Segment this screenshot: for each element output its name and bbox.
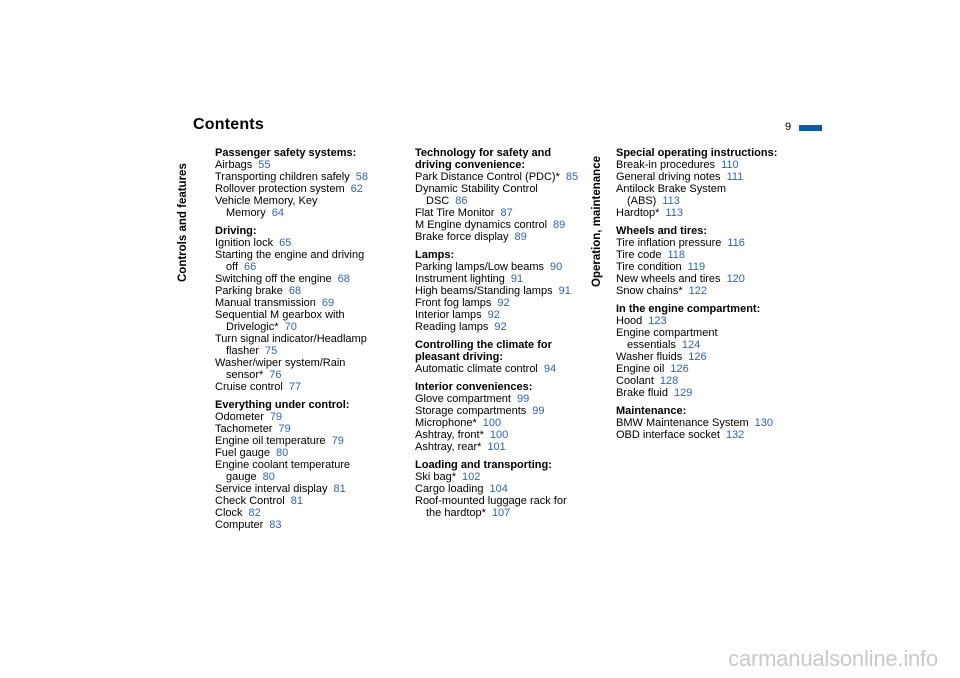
toc-entry[interactable] [415,393,595,405]
toc-entry[interactable] [215,411,400,423]
toc-entry[interactable] [616,249,796,261]
toc-entry-label: Drivelogic* [226,321,279,333]
toc-entry[interactable] [415,261,595,273]
toc-entry-label: Coolant [616,375,654,387]
toc-entry[interactable] [616,273,796,285]
toc-entry[interactable] [616,237,796,249]
toc-entry-label: Hardtop* [616,207,660,219]
toc-entry[interactable] [215,183,400,195]
toc-page-link[interactable]: 124 [681,339,701,351]
toc-entry[interactable] [616,387,796,399]
toc-page-link[interactable]: 79 [278,423,291,435]
toc-entry-label: Washer fluids [616,351,683,363]
toc-page-link[interactable]: 86 [455,195,468,207]
toc-column-2 [415,147,595,525]
toc-entry-label: Memory [226,207,266,219]
toc-entry[interactable] [616,429,796,441]
toc-entry[interactable] [415,405,595,417]
toc-page-link[interactable]: 104 [489,483,508,495]
toc-entry-label: High beams/Standing lamps [415,285,553,297]
toc-page-link[interactable]: 81 [333,483,346,495]
toc-entry[interactable] [215,483,400,495]
toc-page-link[interactable]: 55 [258,159,271,171]
toc-entry[interactable] [215,273,400,285]
toc-entry[interactable] [215,171,400,183]
toc-entry-label: Parking brake [215,285,283,297]
toc-entry[interactable] [215,423,400,435]
toc-page-link[interactable]: 70 [284,321,297,333]
toc-column-3 [616,147,796,447]
toc-page-link[interactable]: 113 [662,195,680,207]
toc-entry-label: Computer [215,519,264,531]
toc-page-link[interactable]: 58 [355,171,368,183]
toc-entry-label: Check Control [215,495,285,507]
toc-entry-label: flasher [226,345,260,357]
toc-entry-label: Odometer [215,411,264,423]
toc-page-link[interactable]: 100 [482,417,502,429]
toc-entry-label: Reading lamps [415,321,489,333]
toc-entry-label: DSC [426,195,450,207]
toc-page-link[interactable]: 118 [667,249,685,261]
toc-entry[interactable] [215,321,400,333]
toc-entry[interactable] [215,435,400,447]
toc-entry[interactable] [415,429,595,441]
toc-entry[interactable] [215,507,400,519]
toc-entry-label: BMW Maintenance System [616,417,749,429]
toc-page-link[interactable]: 89 [553,219,566,231]
toc-entry-label: Fuel gauge [215,447,271,459]
toc-entry[interactable] [215,195,400,207]
toc-section-title: Maintenance: [616,405,687,417]
toc-entry-label: Roof-mounted luggage rack for [415,495,567,507]
toc-entry[interactable] [215,261,400,273]
toc-page-link[interactable]: 66 [244,261,257,273]
toc-entry[interactable] [415,441,595,453]
toc-page-link[interactable]: 68 [337,273,350,285]
toc-page-link[interactable]: 90 [550,261,563,273]
toc-section-title: Lamps: [415,249,455,261]
toc-entry-label: Starting the engine and driving [215,249,365,261]
toc-entry-label: Engine compartment [616,327,718,339]
toc-entry[interactable] [215,471,400,483]
toc-page-link[interactable]: 81 [290,495,303,507]
toc-entry[interactable] [616,375,796,387]
toc-entry[interactable] [215,159,400,171]
toc-entry[interactable] [215,447,400,459]
side-tab-controls: Controls and features [177,163,189,282]
toc-page-link[interactable]: 99 [516,393,530,405]
toc-section [415,339,595,375]
toc-entry-label: Sequential M gearbox with [215,309,345,321]
toc-entry-label: Antilock Brake System [616,183,727,195]
toc-page-link[interactable]: 128 [659,375,679,387]
toc-entry-label: Brake force display [415,231,509,243]
toc-section-title: Interior conveniences: [415,381,533,393]
toc-section [215,399,400,531]
toc-page-link[interactable]: 92 [494,321,507,333]
toc-entry[interactable] [415,507,595,519]
toc-page-link[interactable]: 132 [725,429,745,441]
toc-entry-label: Microphone* [415,417,477,429]
toc-entry[interactable] [415,417,595,429]
toc-entry-label: Ski bag* [415,471,456,483]
toc-entry[interactable] [616,195,796,207]
toc-entry-label: Front fog lamps [415,297,492,309]
toc-section-title: Everything under control: [215,399,350,411]
toc-entry[interactable] [415,363,595,375]
toc-page-link[interactable]: 83 [269,519,282,531]
toc-entry[interactable] [616,417,796,429]
toc-entry[interactable] [415,471,595,483]
toc-page-link[interactable]: 130 [754,417,774,429]
toc-entry-label: essentials [627,339,676,351]
toc-section [415,147,595,243]
toc-entry-label: Tire code [616,249,662,261]
toc-entry[interactable] [415,285,595,297]
toc-entry-label: Switching off the engine [215,273,332,285]
toc-entry-label: M Engine dynamics control [415,219,548,231]
toc-entry-label: Rollover protection system [215,183,345,195]
toc-page-link[interactable]: 92 [497,297,510,309]
toc-entry-label: off [226,261,239,273]
toc-page-link[interactable]: 99 [532,405,545,417]
toc-entry-label: Break-in procedures [616,159,716,171]
toc-entry[interactable] [215,381,400,393]
toc-entry[interactable] [616,207,796,219]
toc-page-link[interactable]: 120 [726,273,745,285]
toc-entry-label: Brake fluid [616,387,668,399]
toc-section [616,225,796,297]
toc-entry[interactable] [215,207,400,219]
toc-entry-label: Ashtray, front* [415,429,484,441]
toc-entry[interactable] [215,237,400,249]
toc-entry-label: Cargo loading [415,483,484,495]
toc-page-link[interactable]: 87 [500,207,513,219]
toc-page-link[interactable]: 116 [727,237,745,249]
toc-entry-label: Interior lamps [415,309,482,321]
toc-entry[interactable] [415,207,595,219]
toc-entry-label: Ignition lock [215,237,274,249]
toc-entry[interactable] [215,309,400,321]
toc-section [215,147,400,219]
toc-page-link[interactable]: 122 [688,285,708,297]
toc-page-link[interactable]: 79 [269,411,283,423]
toc-page-link[interactable]: 69 [321,297,335,309]
toc-entry[interactable] [215,285,400,297]
toc-entry-label: General driving notes [616,171,721,183]
toc-section-title: Loading and transporting: [415,459,552,471]
toc-entry[interactable] [215,495,400,507]
toc-entry[interactable] [215,369,400,381]
toc-entry[interactable] [415,231,595,243]
toc-entry[interactable] [415,483,595,495]
toc-entry[interactable] [215,345,400,357]
toc-entry-label: Flat Tire Monitor [415,207,495,219]
toc-entry[interactable] [215,519,400,531]
toc-entry-label: Storage compartments [415,405,527,417]
toc-entry-label: Tachometer [215,423,273,435]
toc-page-link[interactable]: 126 [688,351,707,363]
side-tab-operation: Operation, maintenance [591,155,603,287]
toc-entry[interactable] [616,315,796,327]
toc-page-link[interactable]: 82 [248,507,261,519]
toc-page-link[interactable]: 102 [461,471,481,483]
toc-entry[interactable] [215,459,400,471]
toc-entry[interactable] [616,363,796,375]
toc-page-link[interactable]: 80 [262,471,275,483]
toc-page-link[interactable]: 119 [687,261,706,273]
toc-section [215,225,400,393]
toc-page-link[interactable]: 107 [491,507,511,519]
toc-page-link[interactable]: 76 [269,369,282,381]
page-accent-bar [799,125,822,131]
toc-section [616,147,796,219]
toc-page-link[interactable]: 68 [288,285,302,297]
toc-entry[interactable] [616,183,796,195]
toc-entry-label: Ashtray, rear* [415,441,482,453]
toc-page-link[interactable]: 100 [489,429,509,441]
toc-page-link[interactable]: 80 [276,447,289,459]
toc-page-link[interactable]: 64 [271,207,284,219]
toc-page-link[interactable]: 113 [665,207,683,219]
toc-page-link[interactable]: 94 [543,363,557,375]
toc-page-link[interactable]: 62 [350,183,363,195]
toc-entry-label: gauge [226,471,257,483]
toc-section [415,249,595,333]
toc-entry[interactable] [415,171,595,183]
toc-page-link[interactable]: 101 [487,441,506,453]
toc-entry-label: (ABS) [627,195,657,207]
toc-entry-label: Washer/wiper system/Rain [215,357,346,369]
toc-section [616,303,796,399]
toc-entry[interactable] [616,327,796,339]
toc-entry[interactable] [616,159,796,171]
toc-page-link[interactable]: 79 [331,435,344,447]
toc-entry-label: Instrument lighting [415,273,505,285]
toc-entry[interactable] [616,351,796,363]
toc-entry[interactable] [215,333,400,345]
toc-page-link[interactable]: 110 [721,159,739,171]
watermark: carmanualsonline.info [728,646,938,671]
toc-entry-label: Glove compartment [415,393,511,405]
toc-entry-label: New wheels and tires [616,273,721,285]
toc-entry-label: Tire inflation pressure [616,237,722,249]
toc-entry[interactable] [215,297,400,309]
toc-entry-label: Manual transmission [215,297,316,309]
toc-section-title: Driving: [215,225,257,237]
toc-entry-label: Engine oil [616,363,665,375]
toc-entry[interactable] [415,273,595,285]
toc-entry-label: Snow chains* [616,285,683,297]
toc-entry-label: Service interval display [215,483,328,495]
toc-entry-label: Turn signal indicator/Headlamp [215,333,367,345]
toc-page-link[interactable]: 85 [565,171,579,183]
toc-column-1 [215,147,400,537]
toc-section-title: In the engine compartment: [616,303,761,315]
toc-entry-label: Transporting children safely [215,171,350,183]
toc-entry-label: sensor* [226,369,264,381]
toc-entry-label: Clock [215,507,243,519]
toc-page-link[interactable]: 129 [673,387,693,399]
toc-section [415,381,595,453]
toc-entry[interactable] [415,309,595,321]
toc-page-link[interactable]: 75 [265,345,278,357]
toc-page-link[interactable]: 111 [726,171,744,183]
toc-entry[interactable] [415,297,595,309]
toc-entry-label: Engine oil temperature [215,435,326,447]
toc-page-link[interactable]: 91 [558,285,571,297]
toc-entry[interactable] [215,357,400,369]
page-title: Contents [193,116,264,133]
toc-entry[interactable] [616,285,796,297]
toc-section-title: Wheels and tires: [616,225,708,237]
toc-entry[interactable] [215,249,400,261]
toc-page-link[interactable]: 89 [514,231,527,243]
toc-section-title: Controlling the climate for pleasant driving: [415,339,552,363]
toc-entry-label: Dynamic Stability Control [415,183,538,195]
toc-section-title: Passenger safety systems: [215,147,357,159]
toc-entry[interactable] [415,195,595,207]
toc-section-title: Special operating instructions: [616,147,778,159]
toc-page-link[interactable]: 92 [487,309,500,321]
toc-entry-label: Park Distance Control (PDC)* [415,171,560,183]
toc-entry-label: the hardtop* [426,507,486,519]
toc-section-title: Technology for safety and driving convenience: [415,147,552,171]
toc-entry-label: Engine coolant temperature [215,459,351,471]
toc-page-link[interactable]: 91 [510,273,524,285]
toc-entry[interactable] [616,171,796,183]
toc-page-link[interactable]: 126 [670,363,689,375]
toc-page-link[interactable]: 77 [288,381,302,393]
toc-entry-label: Tire condition [616,261,682,273]
toc-entry-label: Automatic climate control [415,363,538,375]
toc-entry[interactable] [415,219,595,231]
toc-entry-label: OBD interface socket [616,429,720,441]
toc-entry[interactable] [616,339,796,351]
page-number: 9 [785,121,792,133]
toc-page-link[interactable]: 65 [279,237,292,249]
toc-entry[interactable] [415,321,595,333]
toc-entry-label: Cruise control [215,381,283,393]
toc-section [616,405,796,441]
toc-section [415,459,595,519]
toc-entry[interactable] [415,183,595,195]
toc-entry-label: Airbags [215,159,253,171]
toc-entry-label: Parking lamps/Low beams [415,261,545,273]
toc-entry-label: Vehicle Memory, Key [215,195,318,207]
toc-entry[interactable] [415,495,595,507]
toc-entry-label: Hood [616,315,643,327]
toc-entry[interactable] [616,261,796,273]
toc-page-link[interactable]: 123 [648,315,667,327]
